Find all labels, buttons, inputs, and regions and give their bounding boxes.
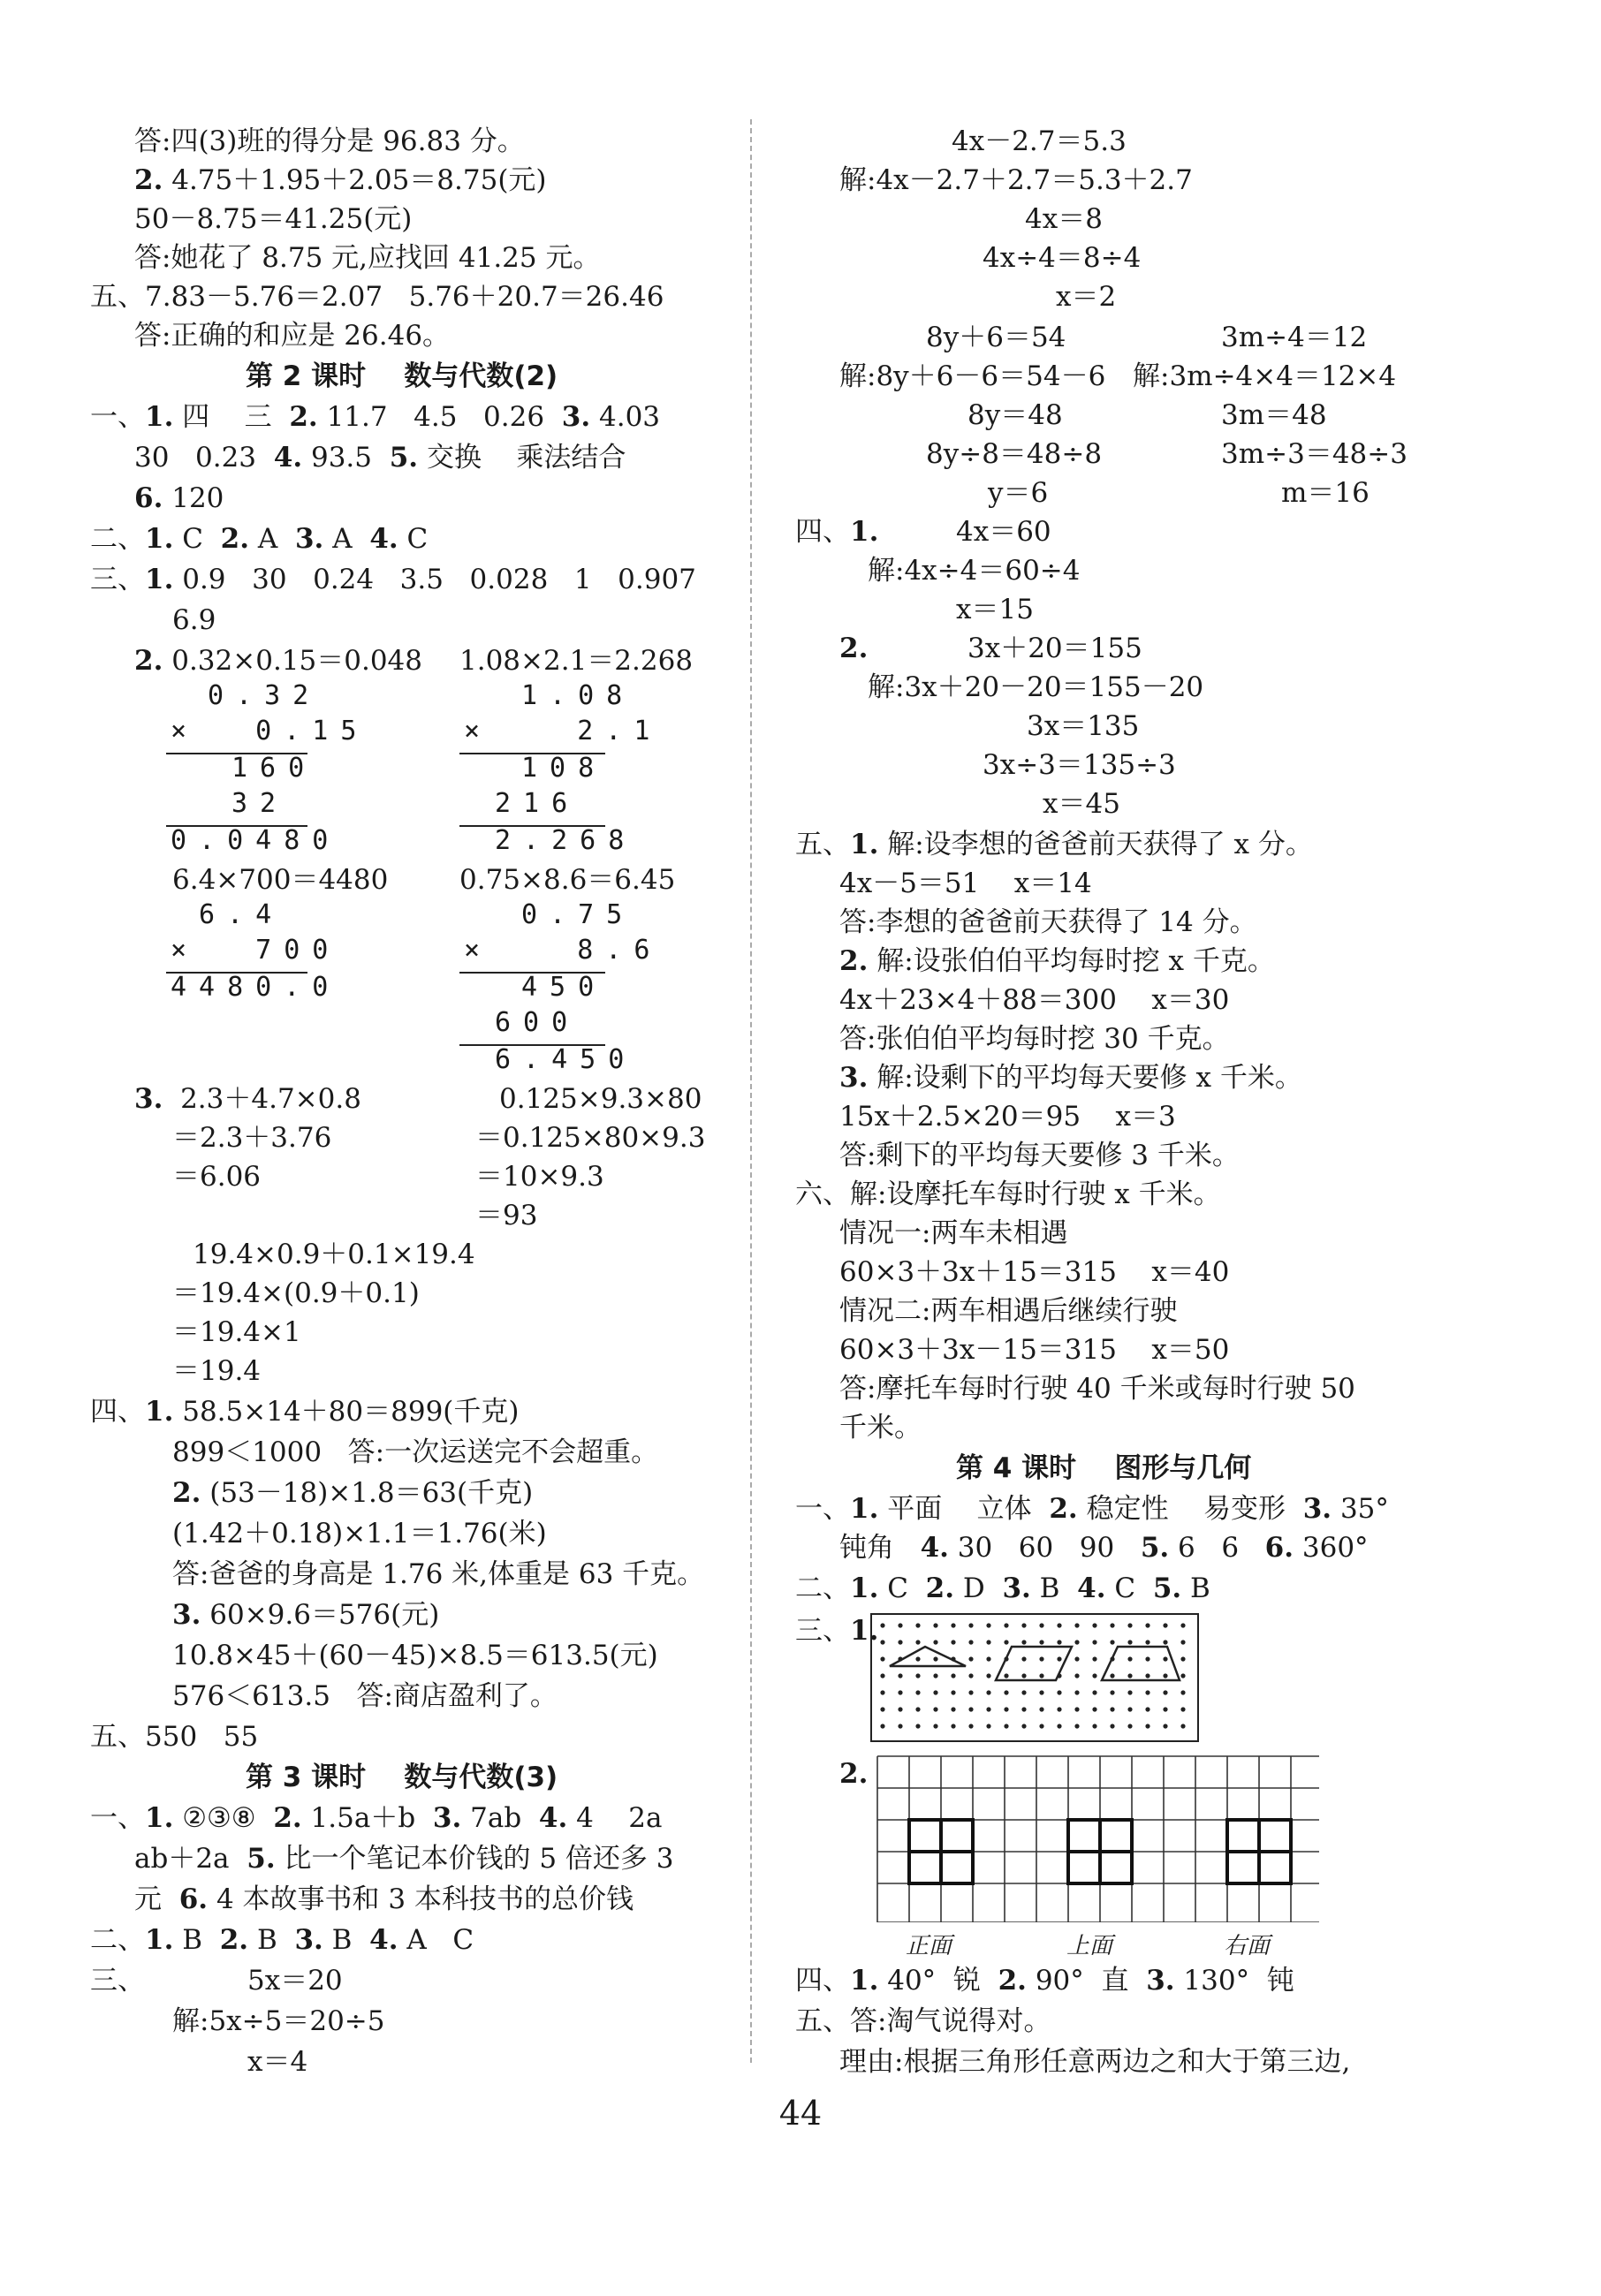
answer-line: 3m＝48 [1221, 399, 1327, 431]
answer-line: 四、1. 40° 锐 2. 90° 直 3. 130° 钝 [795, 1965, 1294, 1997]
answer-line: 8y÷8＝48÷8 [926, 438, 1103, 470]
answer-line: 解:3x＋20－20＝155－20 [868, 671, 1204, 703]
answer-line: 五、550 55 [90, 1721, 259, 1753]
answer-line: ＝19.4×1 [172, 1316, 301, 1348]
grid-dot [1145, 1707, 1150, 1711]
grid-dot [1145, 1640, 1150, 1644]
answer-line: y＝6 [988, 477, 1049, 509]
answer-line: 2. [839, 1758, 869, 1790]
answer-line: 4x÷4＝8÷4 [983, 242, 1142, 274]
vertical-calc-digit: 600 [495, 1007, 580, 1038]
vertical-calc-digit: × 0.15 [171, 716, 369, 746]
answer-line: (1.42＋0.18)×1.1＝1.76(米) [172, 1518, 547, 1550]
answer-line: 3. 解:设剩下的平均每天要修 x 千米。 [839, 1062, 1302, 1094]
answer-line: 3x＝135 [1027, 710, 1140, 742]
answer-line: 四、1. 58.5×14＋80＝899(千克) [90, 1396, 520, 1428]
vertical-calc-digit: 0.32 [208, 680, 322, 711]
grid-dot [1180, 1707, 1185, 1711]
vertical-calc-digit: 108 [521, 753, 607, 784]
answer-line: 五、1. 解:设李想的爸爸前天获得了 x 分。 [795, 829, 1313, 860]
answer-line: 3m÷3＝48÷3 [1221, 438, 1408, 470]
grid-dot [1004, 1724, 1008, 1728]
answer-line: ＝19.4×(0.9＋0.1) [172, 1277, 420, 1309]
answer-line: 一、1. 平面 立体 2. 稳定性 易变形 3. 35° [795, 1493, 1389, 1525]
grid-dot [986, 1690, 990, 1694]
answer-line: ＝19.4 [172, 1355, 262, 1387]
grid-dot [1004, 1673, 1008, 1678]
grid-dot [1074, 1707, 1079, 1711]
grid-dot [933, 1623, 937, 1627]
grid-dot [1039, 1640, 1043, 1644]
answer-line: 4x－5＝51 x＝14 [839, 868, 1092, 899]
grid-dot [1127, 1690, 1132, 1694]
answer-line: 答:正确的和应是 26.46。 [134, 320, 451, 352]
grid-dot [1039, 1673, 1043, 1678]
grid-dot [951, 1707, 955, 1711]
section-heading: 第 4 课时 图形与几何 [956, 1452, 1252, 1484]
grid-dot [1074, 1623, 1079, 1627]
grid-dot [951, 1724, 955, 1728]
grid-dot [986, 1707, 990, 1711]
answer-line: 五、答:淘气说得对。 [795, 2005, 1051, 2037]
grid-dot [1180, 1724, 1185, 1728]
answer-line: 三、1. 0.9 30 0.24 3.5 0.028 1 0.907 [90, 564, 696, 595]
answer-line: 3. 60×9.6＝576(元) [172, 1599, 440, 1631]
answer-line: 15x＋2.5×20＝95 x＝3 [839, 1101, 1176, 1133]
answer-line: 答:她花了 8.75 元,应找回 41.25 元。 [134, 242, 601, 274]
grid-dot [1145, 1673, 1150, 1678]
grid-dot [1074, 1656, 1079, 1661]
answer-line: 千米。 [839, 1412, 922, 1444]
answer-line: 理由:根据三角形任意两边之和大于第三边, [839, 2046, 1351, 2078]
grid-dot [1021, 1690, 1026, 1694]
dot-grid-dots [880, 1623, 1185, 1728]
grid-dot [1110, 1690, 1114, 1694]
answer-line: 50－8.75＝41.25(元) [134, 203, 413, 235]
grid-dot [1039, 1707, 1043, 1711]
vertical-calc-digit: 6.4 [199, 899, 285, 930]
grid-dot [951, 1690, 955, 1694]
grid-dot [986, 1656, 990, 1661]
grid-dot [880, 1640, 884, 1644]
section-heading: 第 2 课时 数与代数(2) [246, 360, 558, 392]
grid-dot [1074, 1690, 1079, 1694]
answer-line: 2. 4.75＋1.95＋2.05＝8.75(元) [134, 164, 547, 196]
answer-line: 60×3＋3x－15＝315 x＝50 [839, 1334, 1230, 1366]
grid-dot [968, 1623, 973, 1627]
answer-line: 3. 2.3＋4.7×0.8 [134, 1083, 361, 1115]
answer-line: 2. 0.32×0.15＝0.048 [134, 645, 422, 677]
grid-dot [1074, 1724, 1079, 1728]
grid-dot [1074, 1640, 1079, 1644]
grid-dot [968, 1640, 973, 1644]
grid-dot [1021, 1707, 1026, 1711]
vertical-calc-digit: 450 [521, 972, 607, 1003]
grid-dot [1145, 1724, 1150, 1728]
answer-line: 三、 [90, 1965, 145, 1997]
dot-grid-figure [870, 1613, 1199, 1742]
grid-dot [1092, 1690, 1096, 1694]
answer-line: m＝16 [1281, 477, 1370, 509]
grid-dot [1092, 1707, 1096, 1711]
grid-dot [1180, 1623, 1185, 1627]
grid-dot [915, 1690, 920, 1694]
grid-dot [986, 1673, 990, 1678]
answer-line: 六、解:设摩托车每时行驶 x 千米。 [795, 1178, 1221, 1210]
grid-dot [898, 1640, 902, 1644]
grid-dot [1092, 1623, 1096, 1627]
answer-line: 0.75×8.6＝6.45 [459, 864, 676, 896]
grid-dot [898, 1673, 902, 1678]
grid-dot [1163, 1673, 1167, 1678]
grid-dot [915, 1656, 920, 1661]
grid-dot [1074, 1673, 1079, 1678]
grid-dot [1092, 1640, 1096, 1644]
vertical-calc-digit: × 8.6 [464, 935, 663, 966]
grid-dot [898, 1724, 902, 1728]
answer-line: 6.9 [172, 604, 216, 636]
grid-dot [1039, 1690, 1043, 1694]
grid-dot [915, 1673, 920, 1678]
grid-dot [1110, 1724, 1114, 1728]
grid-dot [1021, 1656, 1026, 1661]
answer-line: 2. (53－18)×1.8＝63(千克) [172, 1477, 534, 1509]
answer-line: 899＜1000 答:一次运送完不会超重。 [172, 1436, 659, 1468]
right-column [751, 0, 1601, 2085]
answer-line: 4x－2.7＝5.3 [952, 125, 1127, 157]
answer-line: 钝角 4. 30 60 90 5. 6 6 6. 360° [839, 1532, 1369, 1564]
vertical-calc-digit: 6.450 [495, 1044, 637, 1075]
grid-dot [1163, 1690, 1167, 1694]
grid-dot [1145, 1623, 1150, 1627]
grid-dot [1127, 1707, 1132, 1711]
grid-dot [951, 1640, 955, 1644]
answer-line: ＝6.06 [172, 1161, 262, 1193]
grid-dot [1180, 1640, 1185, 1644]
grid-dot [1004, 1690, 1008, 1694]
answer-line: 0.125×9.3×80 [499, 1083, 702, 1115]
grid-dot [1039, 1623, 1043, 1627]
answer-line: 3x÷3＝135÷3 [983, 749, 1176, 781]
answer-line: 答:四(3)班的得分是 96.83 分。 [134, 125, 525, 157]
answer-line: 解:5x÷5＝20÷5 [172, 2005, 385, 2037]
grid-dot [1127, 1724, 1132, 1728]
grid-dot [1092, 1673, 1096, 1678]
grid-dot [880, 1724, 884, 1728]
grid-dot [1163, 1656, 1167, 1661]
vertical-calc-digit: 0.0480 [171, 825, 341, 856]
answer-line: 3m÷4＝12 [1221, 322, 1368, 353]
answer-line: 解:3m÷4×4＝12×4 [1133, 360, 1397, 392]
answer-line: 答:爸爸的身高是 1.76 米,体重是 63 千克。 [172, 1558, 705, 1590]
answer-line: 8y＋6＝54 [926, 322, 1066, 353]
grid-dot [1127, 1640, 1132, 1644]
answer-line: 19.4×0.9＋0.1×19.4 [193, 1239, 475, 1270]
answer-line: 5x＝20 [247, 1965, 343, 1997]
grid-dot [1057, 1623, 1061, 1627]
grid-dot [1110, 1623, 1114, 1627]
grid-dot [1092, 1724, 1096, 1728]
grid-dot [968, 1707, 973, 1711]
grid-dot [951, 1623, 955, 1627]
left-column [0, 0, 751, 2085]
grid-dot [1057, 1690, 1061, 1694]
answer-line: 二、1. B 2. B 3. B 4. A C [90, 1924, 474, 1956]
grid-dot [880, 1656, 884, 1661]
grid-dot [1163, 1724, 1167, 1728]
vertical-calc-digit: 1.08 [521, 680, 635, 711]
grid-dot [898, 1707, 902, 1711]
answer-line: x＝15 [956, 594, 1034, 625]
grid-dot [915, 1640, 920, 1644]
answer-line: 解:4x－2.7＋2.7＝5.3＋2.7 [839, 164, 1193, 196]
grid-dot [898, 1623, 902, 1627]
answer-line: 3x＋20＝155 [967, 633, 1142, 664]
answer-line: x＝4 [247, 2046, 308, 2078]
answer-line: 答:张伯伯平均每时挖 30 千克。 [839, 1023, 1230, 1055]
vertical-calc-digit: × 700 [171, 935, 341, 966]
grid-dot [915, 1724, 920, 1728]
answer-line: ＝93 [475, 1200, 538, 1231]
vertical-calc-digit: 2.268 [495, 825, 637, 856]
grid-dot [1110, 1673, 1114, 1678]
grid-dot [1057, 1640, 1061, 1644]
grid-dot [933, 1690, 937, 1694]
section-heading: 第 3 课时 数与代数(3) [246, 1762, 558, 1793]
grid-dot [1021, 1623, 1026, 1627]
grid-dot [1039, 1656, 1043, 1661]
grid-dot [1039, 1724, 1043, 1728]
vertical-calc-digit: 32 [231, 788, 289, 819]
grid-dot [1110, 1707, 1114, 1711]
vertical-calc-digit: 160 [231, 753, 317, 784]
answer-line: 2. 解:设张伯伯平均每时挖 x 千克。 [839, 945, 1275, 977]
answer-line: 情况一:两车未相遇 [839, 1217, 1068, 1249]
grid-dot [1163, 1623, 1167, 1627]
grid-dot [1021, 1724, 1026, 1728]
answer-line: 30 0.23 4. 93.5 5. 交换 乘法结合 [134, 442, 626, 474]
grid-dot [1127, 1623, 1132, 1627]
page-number: 44 [778, 2094, 823, 2133]
grid-dot [968, 1690, 973, 1694]
grid-dot [968, 1656, 973, 1661]
grid-dot [1127, 1673, 1132, 1678]
answer-line: x＝45 [1043, 788, 1120, 820]
grid-dot [1057, 1707, 1061, 1711]
answer-line: 6. 120 [134, 482, 224, 514]
answer-line: ＝10×9.3 [475, 1161, 604, 1193]
vertical-calc-digit: 4480.0 [171, 972, 341, 1003]
answer-line: 解:8y＋6－6＝54－6 [839, 360, 1106, 392]
grid-dot [1057, 1724, 1061, 1728]
grid-dot [1004, 1640, 1008, 1644]
answer-line: 10.8×45＋(60－45)×8.5＝613.5(元) [172, 1640, 658, 1671]
square-grid-figure [872, 1753, 1319, 1922]
grid-dot [880, 1673, 884, 1678]
answer-line: 8y＝48 [967, 399, 1063, 431]
answer-line: 解:4x÷4＝60÷4 [868, 555, 1081, 587]
answer-line: 答:李想的爸爸前天获得了 14 分。 [839, 906, 1257, 938]
view-caption-right: 右面 [1224, 1933, 1271, 1959]
grid-dot [968, 1724, 973, 1728]
grid-dot [1163, 1707, 1167, 1711]
view-caption-front: 正面 [906, 1933, 952, 1959]
answer-line: 4x＝60 [956, 516, 1051, 548]
answer-line: 4x＋23×4＋88＝300 x＝30 [839, 984, 1230, 1016]
grid-dot [933, 1656, 937, 1661]
grid-dot [1004, 1623, 1008, 1627]
grid-dot [1021, 1673, 1026, 1678]
vertical-calc-digit: 0.75 [521, 899, 635, 930]
grid-dot [933, 1724, 937, 1728]
answer-line: ab＋2a 5. 比一个笔记本价钱的 5 倍还多 3 [134, 1843, 674, 1875]
grid-dot [951, 1673, 955, 1678]
grid-dot [1021, 1640, 1026, 1644]
grid-dot [1127, 1656, 1132, 1661]
grid-dot [880, 1707, 884, 1711]
grid-dot [1057, 1656, 1061, 1661]
answer-line: ＝0.125×80×9.3 [475, 1122, 706, 1154]
answer-line: 答:摩托车每时行驶 40 千米或每时行驶 50 [839, 1373, 1355, 1405]
triangle-shape [890, 1647, 966, 1666]
answer-line: 五、7.83－5.76＝2.07 5.76＋20.7＝26.46 [90, 281, 664, 313]
answer-line: 四、1. [795, 516, 879, 548]
grid-dot [1092, 1656, 1096, 1661]
answer-line: 60×3＋3x＋15＝315 x＝40 [839, 1256, 1230, 1288]
grid-dot [933, 1707, 937, 1711]
view-caption-top: 上面 [1066, 1933, 1113, 1959]
answer-line: 元 6. 4 本故事书和 3 本科技书的总价钱 [134, 1883, 634, 1915]
grid-dot [1180, 1656, 1185, 1661]
grid-dot [986, 1623, 990, 1627]
answer-line: 1.08×2.1＝2.268 [459, 645, 694, 677]
grid-dot [1110, 1640, 1114, 1644]
answer-line: 一、1. ②③⑧ 2. 1.5a＋b 3. 7ab 4. 4 2a [90, 1802, 663, 1834]
answer-line: 4x＝8 [1025, 203, 1103, 235]
grid-dot [1180, 1673, 1185, 1678]
vertical-calc-digit: 216 [495, 788, 580, 819]
answer-line: 二、1. C 2. A 3. A 4. C [90, 523, 429, 555]
grid-dot [915, 1707, 920, 1711]
grid-dot [986, 1640, 990, 1644]
answer-line: 576＜613.5 答:商店盈利了。 [172, 1680, 558, 1712]
grid-dot [968, 1673, 973, 1678]
answer-line: ＝2.3＋3.76 [172, 1122, 332, 1154]
answer-line: 6.4×700＝4480 [172, 864, 389, 896]
answer-line: x＝2 [1056, 281, 1117, 313]
vertical-calc-digit: × 2.1 [464, 716, 663, 746]
grid-dot [933, 1673, 937, 1678]
grid-dot [986, 1724, 990, 1728]
answer-line: 2. [839, 633, 869, 664]
answer-line: 二、1. C 2. D 3. B 4. C 5. B [795, 1572, 1210, 1604]
answer-line: 情况二:两车相遇后继续行驶 [839, 1295, 1178, 1327]
grid-dot [1145, 1656, 1150, 1661]
grid-dot [880, 1690, 884, 1694]
grid-dot [933, 1640, 937, 1644]
answer-line: 答:剩下的平均每天要修 3 千米。 [839, 1140, 1240, 1171]
grid-dot [1180, 1690, 1185, 1694]
grid-dot [1145, 1690, 1150, 1694]
answer-line: 三、1. [795, 1615, 879, 1647]
grid-dot [915, 1623, 920, 1627]
grid-dot [1004, 1707, 1008, 1711]
grid-dot [1163, 1640, 1167, 1644]
grid-dot [880, 1623, 884, 1627]
grid-dot [898, 1690, 902, 1694]
answer-line: 一、1. 四 三 2. 11.7 4.5 0.26 3. 4.03 [90, 401, 661, 433]
